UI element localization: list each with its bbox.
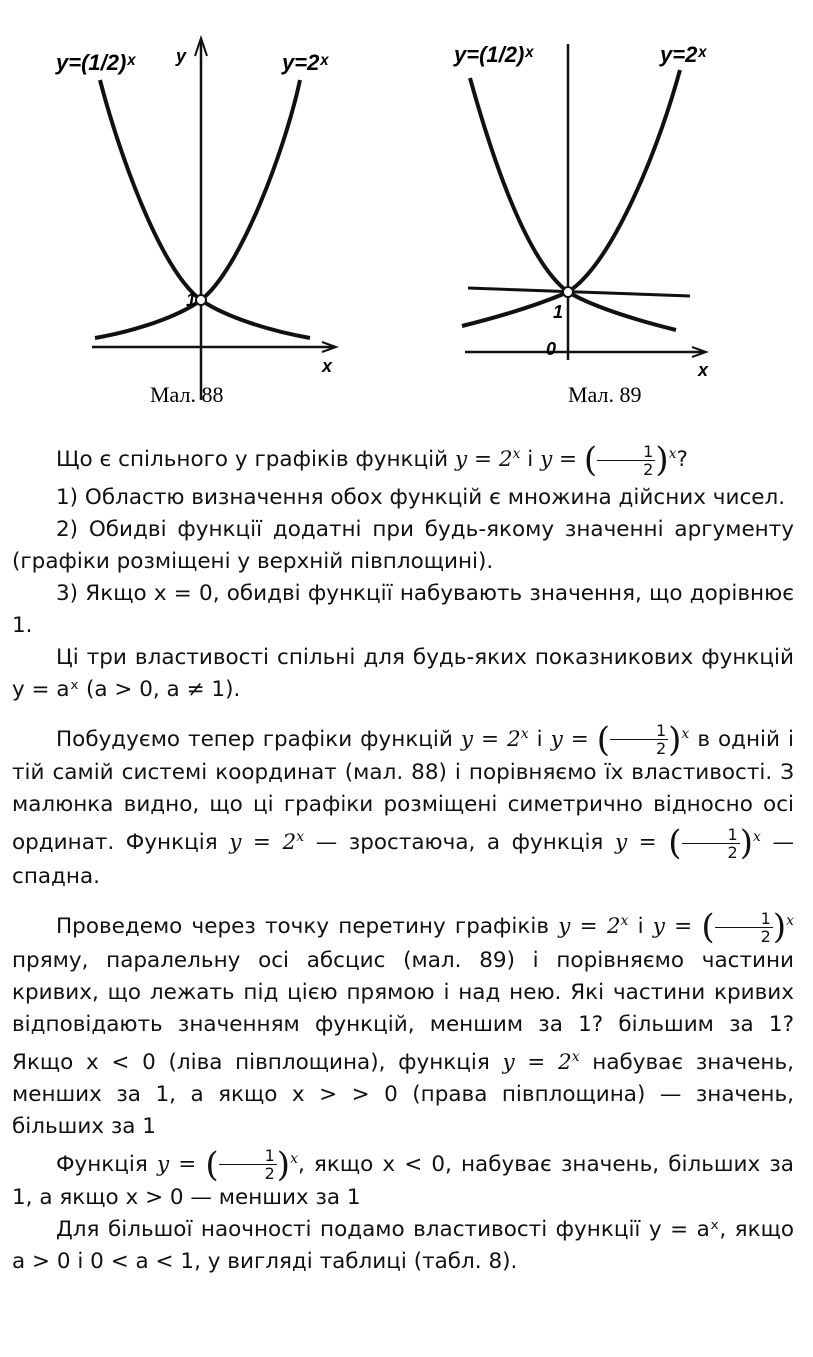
paragraph-table-intro: Для більшої наочності подамо властивості функції y = aˣ, якщо a > 0 і 0 < a < 1, у вигляді таблиці (табл. 8). — [12, 1217, 794, 1275]
label-2x: y=2ˣ — [282, 50, 329, 75]
question-part-a: Що є спільного у графіків функцій — [56, 447, 455, 473]
property-2: 2) Обидві функції додатні при будь-якому значенні аргументу (графіки розміщені у верхній півплощині). — [12, 516, 794, 574]
exp-x: x — [512, 446, 521, 462]
paragraph-fig88: Побудуємо тепер графіки функцій $y = 2^x$ і y = ( $\frac{1}{2}$ )$^x$ в одній і тій самій системі координат (мал. 88) і порівняємо їх властивості. З малюнка видно, що ці графіки розміщені симетрично відносно осі ординат. Функція $y = 2^x$ — зростаюча, а функція y = ( $\frac{1}{2}$ )$^x$ — спадна. — [12, 719, 794, 889]
properties-summary: Ці три властивості спільні для будь-яких показникових функцій y = aˣ (a > 0, a ≠ 1). — [12, 644, 794, 702]
fraction-half: $\frac{1}{2}$ — [682, 826, 740, 861]
question-part-c: ? — [676, 447, 688, 473]
property-1: 1) Областю визначення обох функцій є множина дійсних чисел. — [56, 484, 786, 510]
paragraph-fig89: Проведемо через точку перетину графіків $y = 2^x$ і y = ( $\frac{1}{2}$ )$^x$ пряму, паралельну осі абсцис (мал. 89) і порівняємо частини кривих, що лежать під цією прямою і над нею. Які частини кривих відповідають значенням функцій, меншим за 1? більшим за 1? Якщо x < 0 (ліва півплощина), функція $y = 2^x$ набуває значень, менших за 1, а якщо x > > 0 (права півплощина) — значень, більших за 1 — [12, 907, 794, 1139]
eq-y: y = — [454, 447, 499, 473]
point-label: 1 — [186, 290, 197, 310]
property-3: 3) Якщо x = 0, обидві функції набувають значення, що дорівнює 1. — [12, 580, 794, 638]
question-part-b: і — [520, 447, 541, 473]
figures-area — [0, 0, 813, 420]
fraction-half: $\frac{1}{2}$ — [715, 910, 773, 945]
intersection-point — [563, 287, 573, 297]
fraction-denominator: 2 — [643, 459, 654, 479]
paragraph-half-function: Функція y = ( $\frac{1}{2}$ )$^x$, якщо x < 0, набуває значень, більших за 1, а якщо x > 0 — менших за 1 — [12, 1144, 794, 1211]
label-half-x: y=(1/2)ˣ — [454, 42, 534, 67]
body-text — [12, 438, 794, 1278]
origin-label: 0 — [546, 339, 557, 359]
figure-89 — [453, 42, 709, 407]
question: Що є спільного у графіків функцій $y = 2^x$ і y = ( $\frac{1}{2}$ )$^x$? — [56, 440, 688, 481]
y-axis-label: y — [176, 46, 187, 66]
x-axis-label: x — [322, 356, 333, 376]
fraction-half: $\frac{1}{2}$ — [610, 722, 668, 757]
exp-x: x — [668, 446, 677, 462]
horizontal-line-y1 — [468, 288, 690, 296]
caption-88: Мал. 88 — [150, 382, 224, 407]
x-axis-label: x — [698, 360, 709, 380]
fraction-half — [597, 443, 655, 478]
caption-89: Мал. 89 — [568, 382, 642, 407]
label-half-x: y=(1/2)ˣ — [56, 50, 136, 75]
figure-88 — [55, 38, 336, 407]
eq-y: y = — [540, 447, 584, 473]
base-2: 2 — [498, 447, 513, 473]
intersection-point — [196, 295, 206, 305]
fraction-numerator: 1 — [597, 443, 655, 461]
point-label: 1 — [553, 302, 564, 322]
label-2x: y=2ˣ — [660, 42, 707, 67]
fraction-half: $\frac{1}{2}$ — [219, 1147, 277, 1182]
